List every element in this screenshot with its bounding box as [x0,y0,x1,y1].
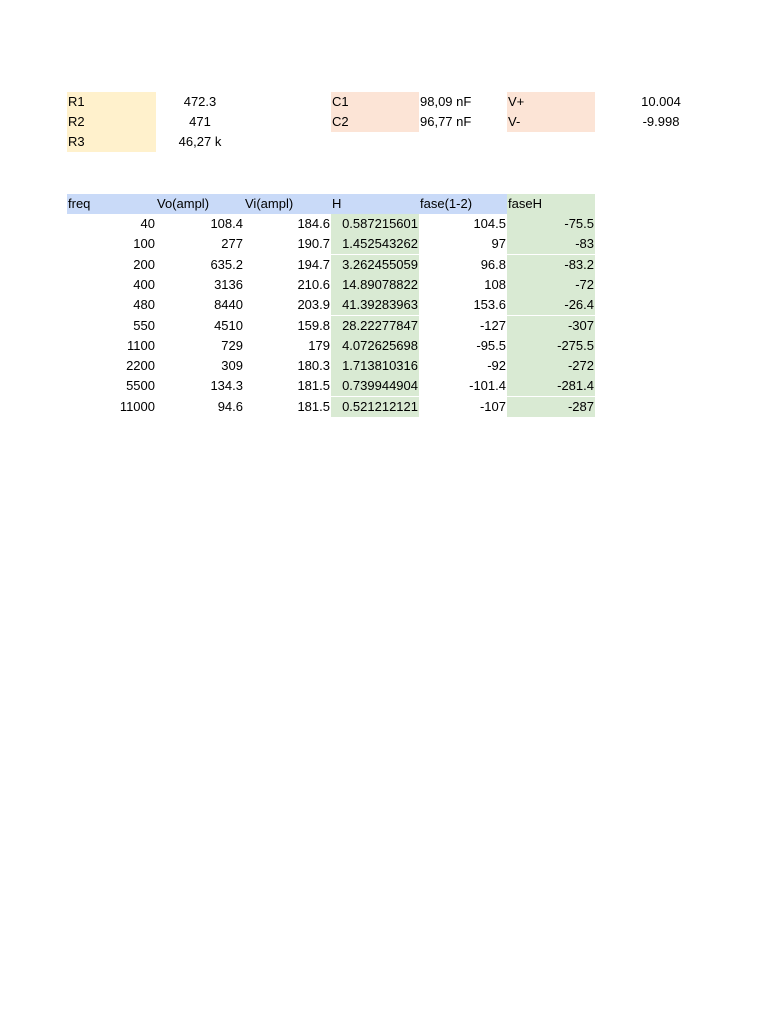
cell-vo-ampl[interactable]: 94.6 [217,399,243,414]
c1-value[interactable]: 98,09 nF [420,94,472,109]
cell-h[interactable]: 0.587215601 [331,214,419,234]
cell-faseh[interactable]: -26.4 [507,295,595,315]
cell-faseh[interactable]: -83.2 [507,255,595,275]
r2-label[interactable]: R2 [67,112,156,132]
cell-vi-ampl[interactable]: 210.6 [297,277,330,292]
cell-h[interactable]: 3.262455059 [331,255,419,275]
cell-freq[interactable]: 400 [133,277,155,292]
cell-vi-ampl[interactable]: 179 [308,338,330,353]
cell-fase-1-2[interactable]: -95.5 [476,338,506,353]
c2-label[interactable]: C2 [331,112,419,132]
cell-freq[interactable]: 480 [133,297,155,312]
header-h[interactable]: H [331,194,419,214]
cell-fase-1-2[interactable]: -107 [479,399,506,414]
r1-value[interactable]: 472.3 [183,94,217,109]
cell-vo-ampl[interactable]: 277 [221,236,243,251]
vplus-label[interactable]: V+ [507,92,595,112]
cell-h[interactable]: 0.739944904 [331,376,419,396]
cell-vo-ampl[interactable]: 8440 [214,297,243,312]
cell-vo-ampl[interactable]: 635.2 [210,257,243,272]
cell-vi-ampl[interactable]: 203.9 [297,297,330,312]
cell-freq[interactable]: 550 [133,318,155,333]
cell-vi-ampl[interactable]: 190.7 [297,236,330,251]
cell-freq[interactable]: 40 [140,216,155,231]
cell-fase-1-2[interactable]: -127 [479,318,506,333]
cell-fase-1-2[interactable]: 97 [491,236,506,251]
cell-vo-ampl[interactable]: 108.4 [210,216,243,231]
cell-h[interactable]: 1.713810316 [331,356,419,376]
cell-freq[interactable]: 11000 [119,399,155,414]
cell-faseh[interactable]: -307 [507,316,595,336]
r2-value[interactable]: 471 [189,114,211,129]
header-vo-ampl[interactable]: Vo(ampl) [156,194,244,214]
cell-faseh[interactable]: -272 [507,356,595,376]
cell-vi-ampl[interactable]: 159.8 [297,318,330,333]
cell-h[interactable]: 0.521212121 [331,397,419,417]
header-fase-1-2[interactable]: fase(1-2) [419,194,507,214]
cell-faseh[interactable]: -275.5 [507,336,595,356]
cell-faseh[interactable]: -72 [507,275,595,295]
cell-vo-ampl[interactable]: 3136 [214,277,243,292]
cell-vi-ampl[interactable]: 181.5 [297,399,330,414]
c1-label[interactable]: C1 [331,92,419,112]
cell-fase-1-2[interactable]: 153.6 [473,297,506,312]
cell-fase-1-2[interactable]: -92 [487,358,506,373]
cell-vi-ampl[interactable]: 180.3 [297,358,330,373]
r1-label[interactable]: R1 [67,92,156,112]
cell-h[interactable]: 4.072625698 [331,336,419,356]
cell-h[interactable]: 14.89078822 [331,275,419,295]
header-freq[interactable]: freq [67,194,156,214]
cell-vo-ampl[interactable]: 4510 [214,318,243,333]
cell-vi-ampl[interactable]: 181.5 [297,378,330,393]
cell-fase-1-2[interactable]: 104.5 [473,216,506,231]
cell-vi-ampl[interactable]: 194.7 [297,257,330,272]
cell-vo-ampl[interactable]: 134.3 [210,378,243,393]
vplus-value[interactable]: 10.004 [641,94,681,109]
cell-fase-1-2[interactable]: 96.8 [480,257,506,272]
cell-vo-ampl[interactable]: 729 [221,338,243,353]
cell-h[interactable]: 41.39283963 [331,295,419,315]
cell-vi-ampl[interactable]: 184.6 [297,216,330,231]
cell-faseh[interactable]: -281.4 [507,376,595,396]
header-faseh[interactable]: faseH [507,194,595,214]
cell-faseh[interactable]: -287 [507,397,595,417]
cell-vo-ampl[interactable]: 309 [221,358,243,373]
cell-fase-1-2[interactable]: 108 [484,277,506,292]
vminus-value[interactable]: -9.998 [642,114,680,129]
cell-h[interactable]: 1.452543262 [331,234,419,254]
r3-value[interactable]: 46,27 k [178,134,222,149]
cell-faseh[interactable]: -83 [507,234,595,254]
vminus-label[interactable]: V- [507,112,595,132]
cell-fase-1-2[interactable]: -101.4 [469,378,506,393]
cell-freq[interactable]: 100 [133,236,155,251]
cell-freq[interactable]: 2200 [126,358,155,373]
cell-freq[interactable]: 1100 [127,338,155,353]
r3-label[interactable]: R3 [67,132,156,152]
cell-h[interactable]: 28.22277847 [331,316,419,336]
cell-freq[interactable]: 200 [133,257,155,272]
cell-faseh[interactable]: -75.5 [507,214,595,234]
header-vi-ampl[interactable]: Vi(ampl) [244,194,331,214]
cell-freq[interactable]: 5500 [126,378,155,393]
c2-value[interactable]: 96,77 nF [420,114,472,129]
